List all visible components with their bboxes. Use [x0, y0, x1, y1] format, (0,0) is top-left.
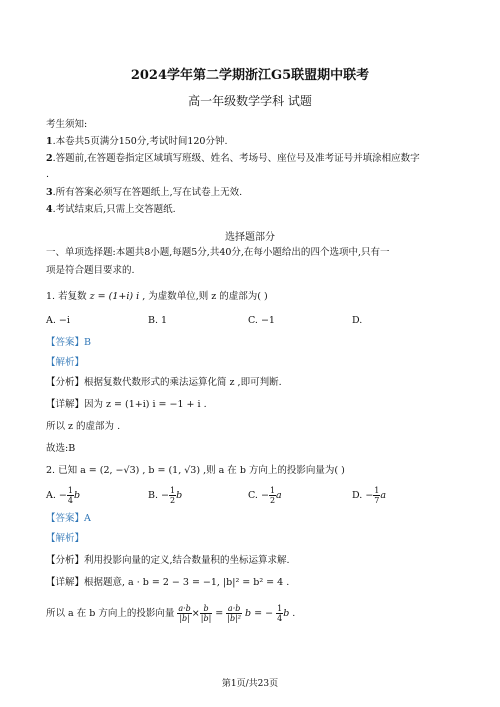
q1-option-b: B. 1: [148, 315, 168, 326]
q2-option-c: C. − $\frac{1}{2}$ a: [248, 486, 282, 505]
q2-projection-formula-3: $\frac{a\cdot b}{\text{|b|²}}$: [227, 604, 241, 623]
q1-option-d: D.: [352, 315, 363, 326]
q2-detail2: 所以 a 在 b 方向上的投影向量 $\frac{a\cdot b}{|b|}$ × $\frac{b}{|b|}$ = $\frac{a\cdot b}{\text{|b|²}}$ b = − $\frac{1}{4}$ b .: [46, 604, 296, 623]
note-2: 2.答题前,在答题卷指定区域填写班级、姓名、考场号、座位号及准考证号并填涂相应数字: [46, 153, 420, 164]
section-title: 选择题部分: [225, 232, 275, 243]
notes-heading: 考生须知:: [46, 119, 88, 130]
q2-option-a: A. − $\frac{1}{4}$ b: [46, 486, 81, 505]
note-4: 4.考试结束后,只需上交答题纸.: [46, 204, 176, 215]
q1-detail2: 所以 z 的虚部为 .: [46, 421, 121, 432]
section-intro-line2: 项是符合题目要求的.: [46, 265, 135, 276]
q1-option-a: A. −i: [46, 315, 70, 326]
q1-analysis: 【分析】根据复数代数形式的乘法运算化简 z ,即可判断.: [46, 377, 282, 388]
exam-subtitle: 高一年级数学学科 试题: [188, 94, 312, 108]
q2-option-b: B. − $\frac{1}{2}$ b: [148, 486, 183, 505]
q2-detail: 【详解】根据题意, a · b = 2 − 3 = −1, |b|² = b² = 4 .: [46, 577, 290, 588]
q1-expression: z = (1+i) i: [89, 291, 140, 302]
q1-answer: 【答案】B: [46, 337, 91, 348]
q2-analysis-tag: 【解析】: [46, 533, 85, 544]
exam-title: 2024学年第二学期浙江G5联盟期中联考: [130, 68, 370, 83]
q1-stem: 1. 若复数 z = (1+i) i , 为虚数单位,则 z 的虚部为( ): [46, 291, 268, 302]
q2-analysis: 【分析】利用投影向量的定义,结合数量积的坐标运算求解.: [46, 555, 290, 566]
note-3: 3.所有答案必须写在答题纸上,写在试卷上无效.: [46, 187, 243, 198]
note-2-cont: .: [46, 169, 50, 180]
q1-option-c: C. −1: [248, 315, 275, 326]
page-footer: 第1页/共23页: [221, 679, 279, 689]
q1-detail: 【详解】因为 z = (1+i) i = −1 + i .: [46, 399, 207, 410]
q2-stem: 2. 已知 a = (2, −√3) , b = (1, √3) ,则 a 在 b 方向上的投影向量为( ): [46, 465, 345, 476]
q2-option-d: D. − $\frac{1}{7}$ a: [352, 486, 387, 505]
q1-analysis-tag: 【解析】: [46, 357, 85, 368]
q2-projection-formula-1: $\frac{a\cdot b}{|b|}$: [178, 604, 191, 623]
note-1: 1.本卷共5页满分150分,考试时间120分钟.: [46, 136, 228, 147]
q2-projection-formula-2: $\frac{b}{|b|}$: [200, 604, 212, 623]
q2-answer: 【答案】A: [46, 513, 91, 524]
q1-conclusion: 故选:B: [46, 443, 76, 454]
section-intro-line1: 一、单项选择题:本题共8小题,每题5分,共40分,在每小题给出的四个选项中,只有一: [46, 247, 390, 258]
